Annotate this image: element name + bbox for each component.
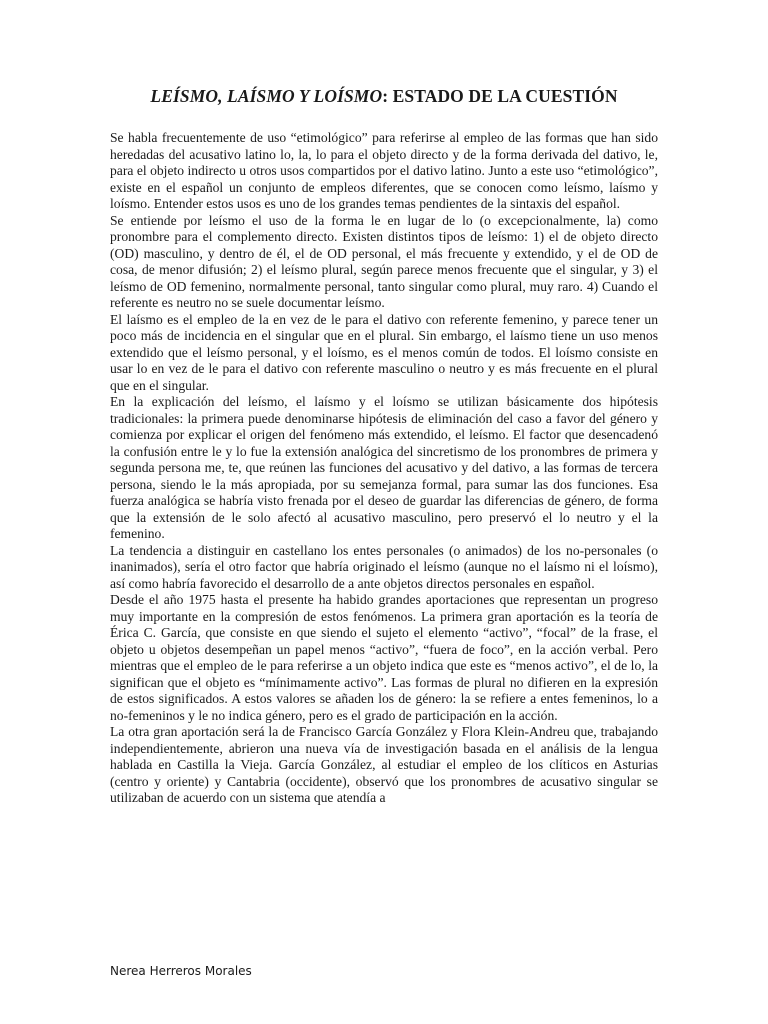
document-body xyxy=(110,130,658,807)
page-title xyxy=(0,86,768,107)
title-rest-part: : ESTADO DE LA CUESTIÓN xyxy=(382,86,618,106)
footer-author: Nerea Herreros Morales xyxy=(110,964,252,978)
title-italic-part: LEÍSMO, LAÍSMO Y LOÍSMO xyxy=(150,86,383,106)
paragraph-4: En la explicación del leísmo, el laísmo y el loísmo se utilizan básicamente dos hipótesis tradicionales: la primera puede denominarse hipótesis de eliminación del caso a favor del género y comienza por explicar el origen del fenómeno más extendido, el leísmo. El factor que desencadenó la confusión entre le y lo fue la extensión analógica del sincretismo de los pronombres de primera y segunda persona me, te, que reúnen las funciones del acusativo y del dativo, a las formas de tercera persona, siendo le la más apropiada, por su semejanza formal, para sumar las dos funciones. Esa fuerza analógica se habría visto frenada por el deseo de guardar las diferencias de género, de forma que la extensión de le solo afectó al acusativo masculino, pero preservó el lo neutro y el la femenino. xyxy=(110,394,658,541)
paragraph-6: Desde el año 1975 hasta el presente ha habido grandes aportaciones que representan un progreso muy importante en la compresión de estos fenómenos. La primera gran aportación es la teoría de Érica C. García, que consiste en que siendo el sujeto el elemento “activo”, “focal” de la frase, el objeto u objetos desempeñan un papel menos “activo”, “fuera de foco”, en la acción verbal. Pero mientras que el empleo de le para referirse a un objeto indica que este es “menos activo”, el de lo, la significan que el objeto es “mínimamente activo”. Las formas de plural no difieren en la expresión de estos significados. A estos valores se añaden los de género: la se refiere a entes femeninos, lo a no-femeninos y le no indica género, pero es el grado de participación en la acción. xyxy=(110,592,658,723)
paragraph-3: El laísmo es el empleo de la en vez de le para el dativo con referente femenino, y parece tener un poco más de incidencia en el singular que en el plural. Sin embargo, el laísmo tiene un uso menos extendido que el leísmo personal, y el loísmo, es el menos común de todos. El loísmo consiste en usar lo en vez de le para el dativo con referente masculino o neutro y es más frecuente en el plural que en el singular. xyxy=(110,311,658,393)
paragraph-1: Se habla frecuentemente de uso “etimológico” para referirse al empleo de las formas que han sido heredadas del acusativo latino lo, la, lo para el objeto directo y de la forma derivada del dativo, le, para el objeto indirecto u otros usos compartidos por el dativo latino. Junto a este uso “etimológico”, existe en el español un conjunto de empleos diferentes, que se conocen como leísmo, laísmo y loísmo. Entender estos usos es uno de los grandes temas pendientes de la sintaxis del español. xyxy=(110,130,658,211)
paragraph-2: Se entiende por leísmo el uso de la forma le en lugar de lo (o excepcionalmente, la) como pronombre para el complemento directo. Existen distintos tipos de leísmo: 1) el de objeto directo (OD) masculino, y dentro de él, el de OD personal, el más frecuente y extendido, y el de OD de cosa, de menor difusión; 2) el leísmo plural, según parece menos frecuente que el singular, y 3) el leísmo de OD femenino, normalmente personal, tanto singular como plural, muy raro. 4) Cuando el referente es neutro no se suele documentar leísmo. xyxy=(110,212,658,310)
paragraph-5: La tendencia a distinguir en castellano los entes personales (o animados) de los no-personales (o inanimados), sería el otro factor que habría originado el leísmo (aunque no el laísmo ni el loísmo), así como habría favorecido el desarrollo de a ante objetos directos personales en español. xyxy=(110,542,658,591)
paragraph-7: La otra gran aportación será la de Francisco García González y Flora Klein-Andreu que, trabajando independientemente, abrieron una nueva vía de investigación basada en el análisis de la lengua hablada en Castilla la Vieja. García González, al estudiar el empleo de los clíticos en Asturias (centro y oriente) y Cantabria (occidente), observó que los pronombres de acusativo singular se utilizaban de acuerdo con un sistema que atendía a xyxy=(110,724,658,805)
